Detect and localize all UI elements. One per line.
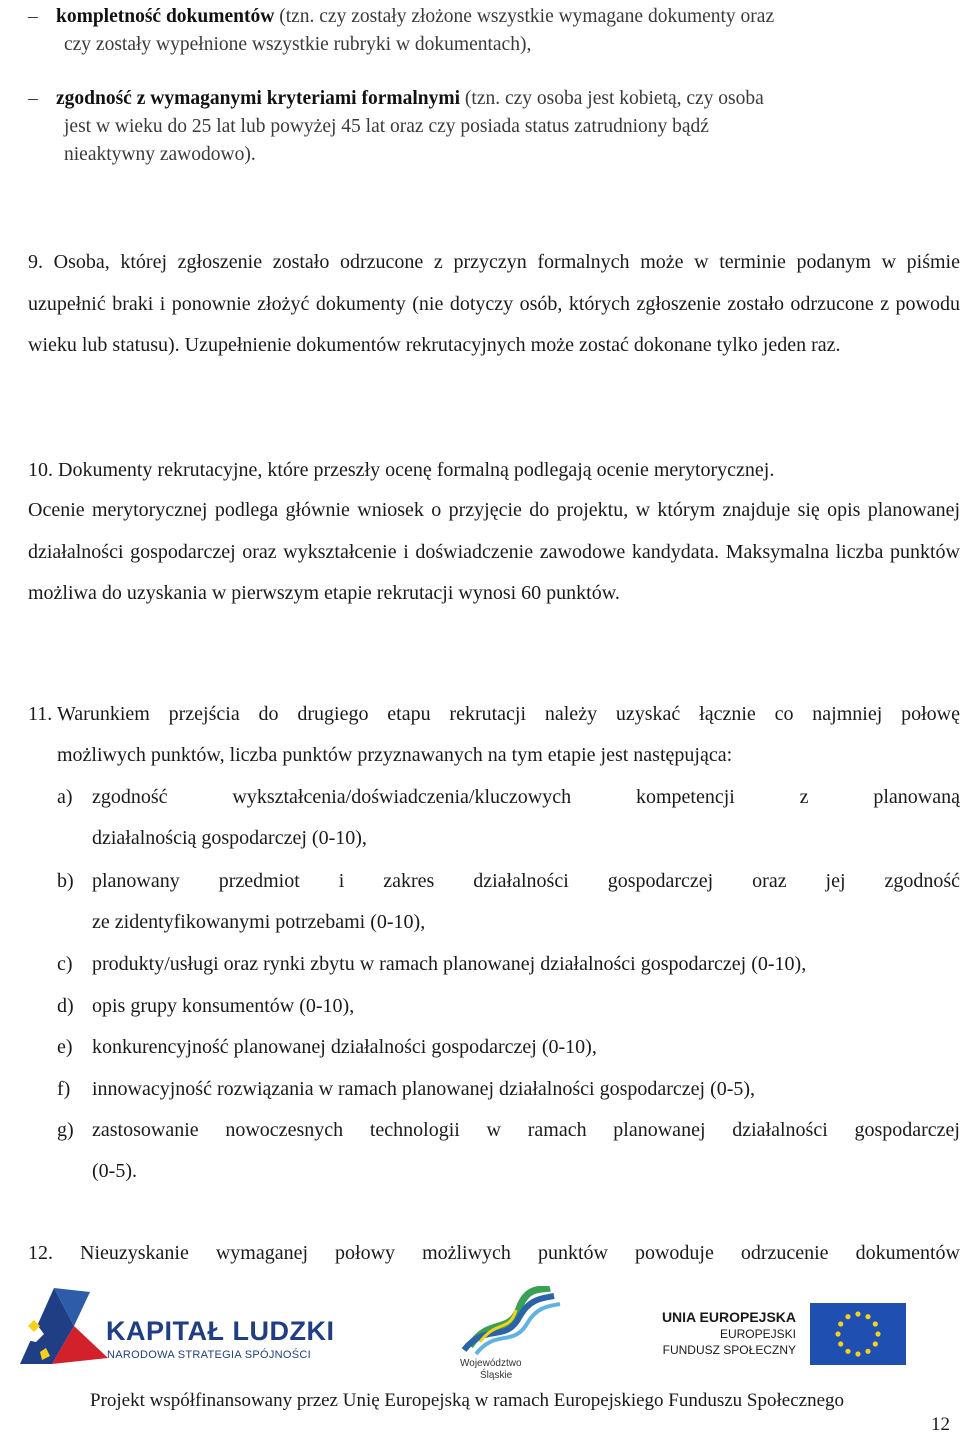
eu-star-icon <box>845 1349 850 1354</box>
paragraph-12: 12. Nieuzyskanie wymaganej połowy możliwych punktów powoduje odrzucenie dokumentów <box>28 1242 960 1264</box>
bullet-item <box>28 85 960 169</box>
bullet-item <box>28 3 960 59</box>
bullet-bold: kompletność dokumentów <box>56 6 275 27</box>
eu-star-icon <box>873 1321 878 1326</box>
paragraph-11-line: Warunkiem przejścia do drugiego etapu rekrutacji należy uzyskać łącznie co najmniej połowę <box>57 703 960 725</box>
eu-star-icon <box>855 1311 860 1316</box>
list-item-text: produkty/usługi oraz rynki zbytu w ramach planowanej działalności gospodarczej (0-10), <box>92 953 807 975</box>
list-item-text: opis grupy konsumentów (0-10), <box>92 995 355 1017</box>
paragraph-11-line: możliwych punktów, liczba punktów przyznawanych na tym etapie jest następująca: <box>57 744 733 766</box>
slaskie-line2: Śląskie <box>480 1370 513 1381</box>
eu-star-icon <box>855 1351 860 1356</box>
bullet-cont: czy zostały wypełnione wszystkie rubryki w dokumentach), <box>64 34 532 55</box>
eu-star-icon <box>865 1314 870 1319</box>
list-item-text: zastosowanie nowoczesnych technologii w ramach planowanej działalności gospodarczej <box>92 1119 960 1141</box>
eu-star-icon <box>873 1341 878 1346</box>
eu-flag-icon <box>810 1303 906 1365</box>
eu-star-icon <box>845 1314 850 1319</box>
bullet-text: (tzn. czy osoba jest kobietą, czy osoba <box>460 88 764 109</box>
bullet-bold: zgodność z wymaganymi kryteriami formalnymi <box>56 88 461 109</box>
kl-title: KAPITAŁ LUDZKI <box>106 1316 335 1346</box>
footer-text: Projekt współfinansowany przez Unię Europejską w ramach Europejskiego Funduszu Społecznego <box>90 1390 844 1411</box>
page-number: 12 <box>931 1414 950 1435</box>
list-item-text: innowacyjność rozwiązania w ramach planowanej działalności gospodarczej (0-5), <box>92 1078 756 1100</box>
list-item-letter: g) <box>57 1119 74 1141</box>
list-item-letter: a) <box>57 786 73 808</box>
eu-star-icon <box>865 1349 870 1354</box>
ue-title: UNIA EUROPEJSKA <box>661 1309 796 1325</box>
list-item-text: konkurencyjność planowanej działalności gospodarczej (0-10), <box>92 1036 597 1058</box>
dash-marker: – <box>28 88 38 109</box>
list-item-text: ze zidentyfikowanymi potrzebami (0-10), <box>92 911 426 933</box>
eu-star-icon <box>838 1341 843 1346</box>
list-item-text: (0-5). <box>92 1160 137 1182</box>
paragraph-11-number: 11. <box>28 703 53 725</box>
slaskie-emblem <box>450 1286 570 1356</box>
eu-star-icon <box>838 1321 843 1326</box>
paragraph-10-body: Ocenie merytorycznej podlega głównie wniosek o przyjęcie do projektu, w którym znajduje się opis planowanej działalności gospodarczej oraz wykształcenie i doświadczenie zawodowe kandydata. Maksymalna liczba punktów możliwa do uzyskania w pierwszym etapie rekrutacji wynosi 60 punktów. <box>28 499 960 604</box>
kapital-ludzki-emblem <box>18 1286 110 1366</box>
bullet-text: (tzn. czy zostały złożone wszystkie wymagane dokumenty oraz <box>274 6 775 27</box>
slaskie-logo <box>450 1286 570 1382</box>
paragraph-9: 9. Osoba, której zgłoszenie zostało odrzucone z przyczyn formalnych może w terminie podanym w piśmie uzupełnić braki i ponownie złożyć dokumenty (nie dotyczy osób, których zgłoszenie zostało odrzucone z powodu wieku lub statusu). Uzupełnienie dokumentów rekrutacyjnych może zostać dokonane tylko jeden raz. <box>28 251 960 356</box>
list-item-text: zgodność wykształcenia/doświadczenia/kluczowych kompetencji z planowaną <box>92 786 960 808</box>
ue-sub2: FUNDUSZ SPOŁECZNY <box>662 1343 796 1357</box>
bullet-cont: jest w wieku do 25 lat lub powyżej 45 lat oraz czy posiada status zatrudniony bądź <box>64 116 709 137</box>
list-item-text: planowany przedmiot i zakres działalności gospodarczej oraz jej zgodność <box>92 870 960 892</box>
eu-star-icon <box>835 1331 840 1336</box>
list-item-text: działalnością gospodarczej (0-10), <box>92 827 367 849</box>
list-item-letter: b) <box>57 870 74 892</box>
dash-marker: – <box>28 6 38 27</box>
eu-star-icon <box>875 1331 880 1336</box>
list-item-letter: c) <box>57 953 73 975</box>
kl-subtitle: NARODOWA STRATEGIA SPÓJNOŚCI <box>107 1349 311 1361</box>
list-item-letter: e) <box>57 1036 73 1058</box>
list-item-letter: d) <box>57 995 74 1017</box>
slaskie-line1: Województwo <box>460 1358 522 1369</box>
unia-europejska-logo <box>656 1303 906 1365</box>
bullet-cont: nieaktywny zawodowo). <box>64 144 256 165</box>
kapital-ludzki-logo <box>18 1286 338 1366</box>
list-item-letter: f) <box>57 1078 71 1100</box>
paragraph-10-heading: 10. Dokumenty rekrutacyjne, które przeszły ocenę formalną podlegają ocenie merytorycznej. <box>28 459 775 481</box>
ue-sub1: EUROPEJSKI <box>719 1327 796 1341</box>
